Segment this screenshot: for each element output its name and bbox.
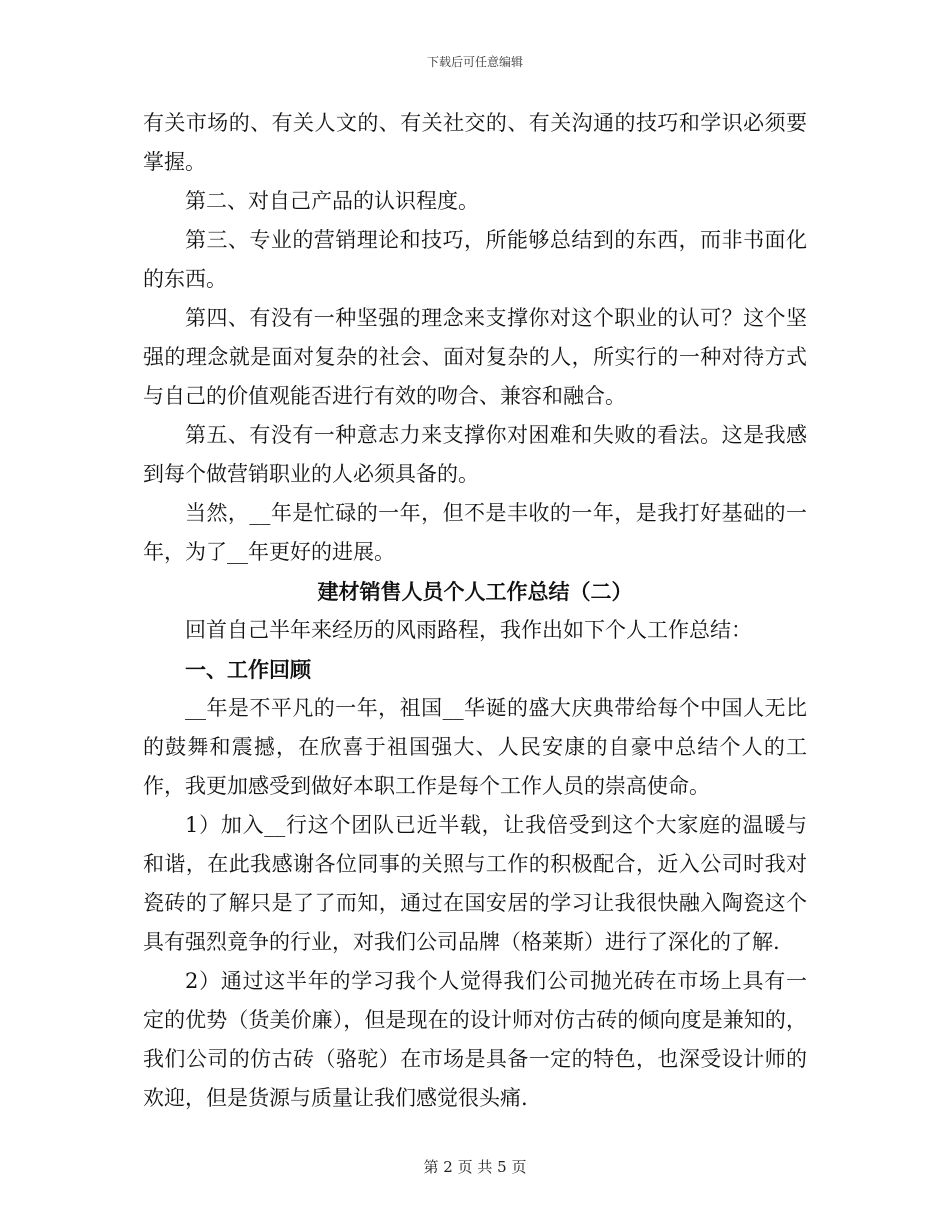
paragraph-review: __年是不平凡的一年，祖国__华诞的盛大庆典带给每个中国人无比的鼓舞和震撼，在欣喜于祖国强大、人民安康的自豪中总结个人的工作，我更加感受到做好本职工作是每个工作人员的崇高使命。 bbox=[143, 696, 807, 798]
paragraph-fifth-point: 第五、有没有一种意志力来支撑你对困难和失败的看法。这是我感到每个做营销职业的人必须具备的。 bbox=[143, 423, 807, 486]
document-body bbox=[143, 104, 807, 1118]
page-footer: 第 2 页 共 5 页 bbox=[423, 1158, 527, 1176]
paragraph-item-1: 1）加入__行这个团队已近半载，让我倍受到这个大家庭的温暖与和谐，在此我感谢各位同事的关照与工作的积极配合，近入公司时我对瓷砖的了解只是了了而知，通过在国安居的学习让我很快融入陶瓷这个具有强烈竟争的行业，对我们公司品牌（格莱斯）进行了深化的了解. bbox=[143, 813, 807, 954]
paragraph-continuation: 有关市场的、有关人文的、有关社交的、有关沟通的技巧和学识必须要掌握。 bbox=[143, 111, 807, 174]
paragraph-item-2: 2）通过这半年的学习我个人觉得我们公司抛光砖在市场上具有一定的优势（货美价廉），但是现在的设计师对仿古砖的倾向度是兼知的，我们公司的仿古砖（骆驼）在市场是具备一定的特色，也深受设计师的欢迎，但是货源与质量让我们感觉很头痛. bbox=[143, 969, 807, 1110]
subsection-heading: 一、工作回顾 bbox=[185, 657, 311, 682]
paragraph-second-point: 第二、对自己产品的认识程度。 bbox=[185, 189, 479, 213]
paragraph-third-point: 第三、专业的营销理论和技巧，所能够总结到的东西，而非书面化的东西。 bbox=[143, 228, 807, 291]
paragraph-intro: 回首自己半年来经历的风雨路程，我作出如下个人工作总结： bbox=[185, 618, 752, 642]
paragraph-conclusion: 当然，__年是忙碌的一年，但不是丰收的一年，是我打好基础的一年，为了__年更好的进展。 bbox=[143, 501, 807, 564]
page-header: 下载后可任意编辑 bbox=[426, 55, 523, 69]
paragraph-fourth-point: 第四、有没有一种坚强的理念来支撑你对这个职业的认可？这个坚强的理念就是面对复杂的社会、面对复杂的人，所实行的一种对待方式与自己的价值观能否进行有效的吻合、兼容和融合。 bbox=[143, 306, 807, 408]
section-title: 建材销售人员个人工作总结（二） bbox=[317, 579, 633, 604]
